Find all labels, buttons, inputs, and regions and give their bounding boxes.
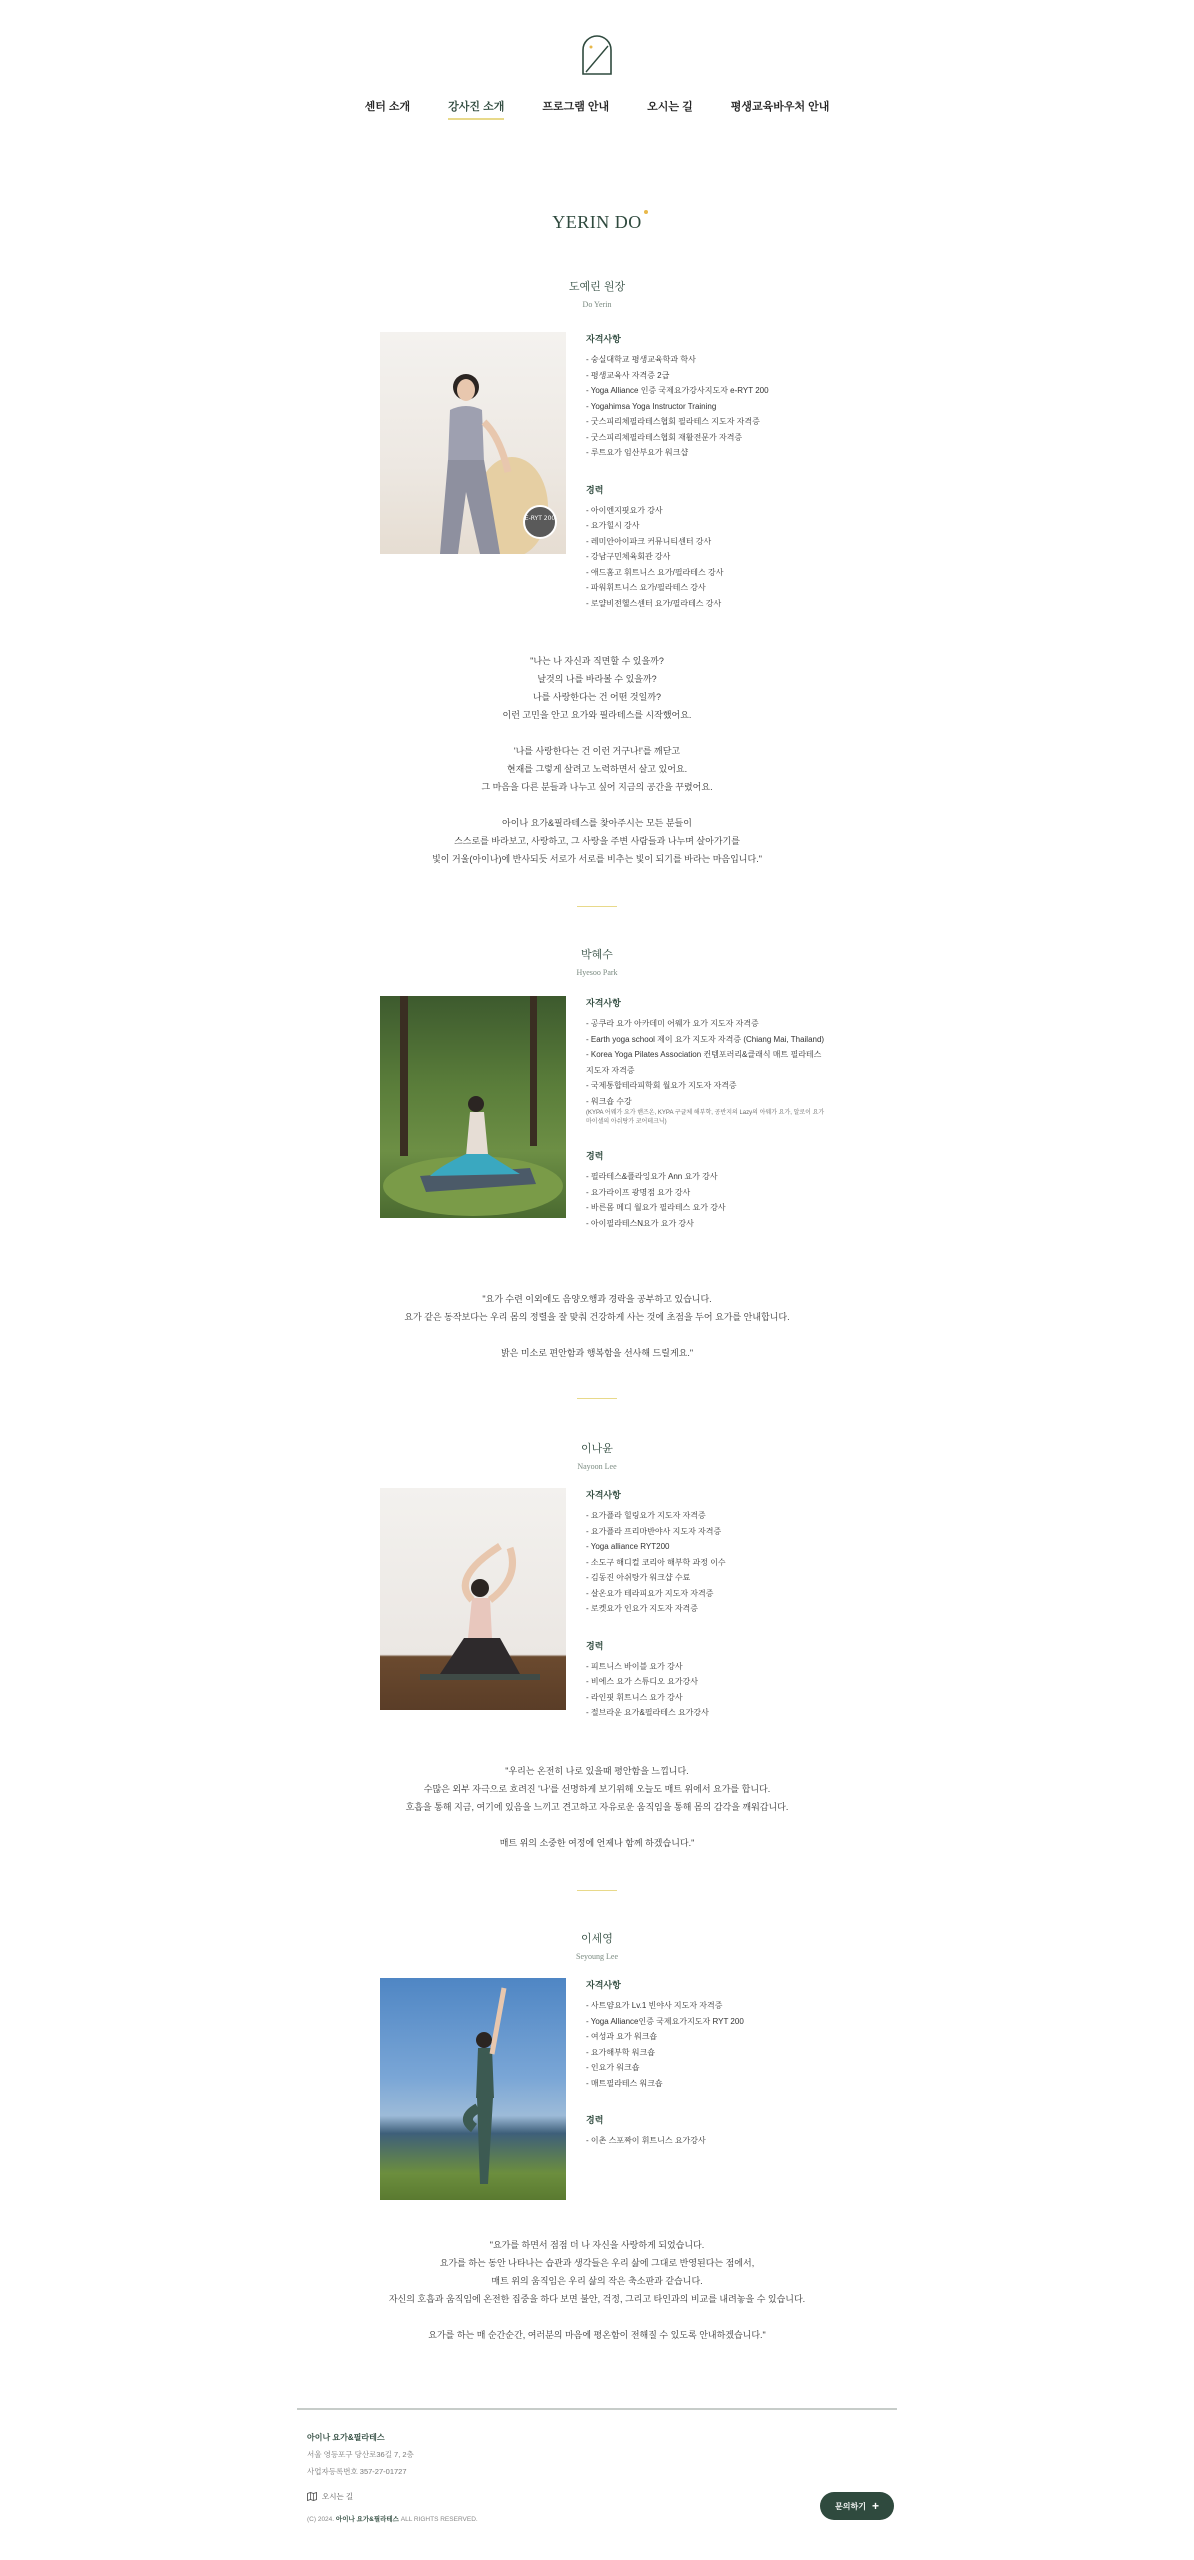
section-divider — [577, 1890, 617, 1891]
instructor-name-en: Seyoung Lee — [576, 1952, 618, 1961]
nav-instructors[interactable]: 강사진 소개 — [448, 96, 504, 120]
instructor-photo — [380, 996, 566, 1218]
career-title: 경력 — [586, 484, 604, 495]
instructor-quote: "나는 나 자신과 직면할 수 있을까? 날것의 나를 바라볼 수 있을까? 나를 사랑한다는 건 어떤 것일까? 이런 고민을 안고 요가와 필라테스를 시작했어요. '나를 사랑한다는 건 이런 거구나!'를 깨닫고 현재를 그렇게 살려고 노력하면서 살고 있어요. 그 마음을 다른 분들과 나누고 싶어 지금의 공간을 꾸렸어요. 아이나 요가&필라테스를 찾아주시는 모든 분들이 스스로를 바라보고, 사랑하고, 그 사랑을 주변 사람들과 나누며 살아가기를 빛이 거울(아이나)에 반사되듯 서로가 서로를 비추는 빛이 되기를 바라는 마음입니다." — [432, 656, 762, 864]
footer-divider — [297, 2408, 897, 2410]
list-item: - 사트얌요가 Lv.1 빈야사 지도자 자격증 — [586, 2001, 723, 2010]
list-item: - 김동진 아쉬탕가 워크샵 수료 — [586, 1573, 691, 1582]
certs-title: 자격사항 — [586, 998, 621, 1008]
instructor-name-en: Do Yerin — [582, 300, 612, 309]
list-item: - 굿스피리체필라테스협회 필라테스 지도자 자격증 — [586, 417, 760, 426]
list-item: - 요가플라 힐링요가 지도자 자격증 — [586, 1511, 706, 1520]
certs-title: 자격사항 — [586, 1980, 621, 1990]
instructor-name-en: Hyesoo Park — [576, 968, 618, 977]
list-item: - 워크숍 수강 — [586, 1096, 632, 1106]
instructor-photo-illustration — [380, 1978, 566, 2200]
certs-list — [586, 1998, 826, 2091]
footer-address: 서울 영등포구 당산로36길 7, 2층 — [307, 2450, 414, 2459]
instructor-quote: "요가를 하면서 점점 더 나 자신을 사랑하게 되었습니다. 요가를 하는 동안 나타나는 습관과 생각들은 우리 삶에 그대로 반영된다는 점에서, 매트 위의 움직임은 우리 삶의 작은 축소판과 같습니다. 자신의 호흡과 움직임에 온전한 집중을 하다 보면 불안, 걱정, 그리고 타인과의 비교를 내려놓을 수 있습니다. 요가를 하는 매 순간순간, 여러분의 마음에 평온함이 전해질 수 있도록 안내하겠습니다." — [388, 2240, 806, 2340]
career-title: 경력 — [586, 1151, 604, 1161]
list-item: - 파워휘트니스 요가/필라테스 강사 — [586, 583, 706, 592]
list-item: - 강남구민체육회관 강사 — [586, 552, 671, 561]
list-item: - Yoga alliance RYT200 — [586, 1542, 670, 1551]
plus-icon: + — [871, 2499, 879, 2513]
svg-text:E-RYT 200: E-RYT 200 — [524, 515, 556, 522]
footer-biz-no: 사업자등록번호 357-27-01727 — [307, 2467, 407, 2476]
main-nav — [0, 96, 1194, 120]
map-icon — [307, 2492, 317, 2501]
list-item: - Korea Yoga Pilates Association 컨템포러리&클래식 매트 필라테스 지도자 자격증 — [586, 1050, 822, 1075]
career-title: 경력 — [586, 2115, 604, 2125]
list-item: - 요가라이프 광명점 요가 강사 — [586, 1187, 691, 1197]
list-item: - Yoga Alliance인증 국제요가지도자 RYT 200 — [586, 2016, 744, 2026]
section-divider — [577, 906, 617, 907]
list-item: - 여성과 요가 워크숍 — [586, 2032, 658, 2041]
instructor-details — [586, 1978, 826, 2149]
instructor-details — [586, 1488, 826, 1721]
list-item: - 매트필라테스 워크숍 — [586, 2078, 663, 2088]
list-item: - Yoga Alliance 인증 국제요가강사지도자 e-RYT 200 — [586, 386, 769, 395]
instructor-photo — [380, 1488, 566, 1710]
footer-map-link[interactable] — [307, 2491, 887, 2502]
instructor-section — [0, 278, 1194, 608]
list-item: - 국제통합테라피학회 월요가 지도자 자격증 — [586, 1081, 737, 1090]
footer-brand: 아이나 요가&필라테스 — [307, 2433, 385, 2442]
list-item: - 요가힐시 강사 — [586, 521, 640, 530]
list-item: - 인요가 워크숍 — [586, 2063, 640, 2072]
instructor-quote: "우리는 온전히 나로 있을때 평안함을 느낍니다. 수많은 외부 자극으로 흐려진 '나'를 선명하게 보기위해 오늘도 매트 위에서 요가를 합니다. 호흡을 통해 지금, 여기에 있음을 느끼고 견고하고 자유로운 움직임을 통해 몸의 감각을 깨워갑니다. 매트 위의 소중한 여정에 언제나 함께 하겠습니다." — [405, 1766, 789, 1848]
instructor-photo-illustration — [380, 332, 566, 554]
list-item: - 이촌 스포짜이 휘트니스 요가강사 — [586, 2136, 706, 2145]
list-item: - 살온요가 테라피요가 지도자 자격증 — [586, 1588, 714, 1598]
site-header — [0, 0, 1194, 130]
career-list — [586, 1169, 826, 1231]
list-item: - 요가플라 프리마반야사 지도자 자격증 — [586, 1526, 722, 1536]
instructor-details — [586, 332, 826, 611]
instructor-section — [0, 1930, 1194, 2145]
nav-programs[interactable]: 프로그램 안내 — [542, 101, 610, 113]
map-label: 오시는 길 — [322, 2492, 354, 2501]
list-item: - 아이엔지핏요가 강사 — [586, 505, 663, 515]
list-item: - 아이필라테스N요가 요가 강사 — [586, 1218, 694, 1228]
instructor-photo — [380, 1978, 566, 2200]
footer-copyright: (C) 2024. 아이나 요가&필라테스 ALL RIGHTS RESERVED. — [307, 2516, 478, 2523]
instructor-name: 이세영 — [581, 1933, 613, 1945]
brand-logo-icon[interactable] — [579, 32, 615, 76]
nav-directions[interactable]: 오시는 길 — [647, 101, 693, 113]
instructor-details — [586, 996, 826, 1231]
instructor-name: 이나윤 — [581, 1443, 613, 1455]
inquiry-button[interactable] — [820, 2492, 894, 2520]
list-item: - 굿스피리체필라테스협회 재활전문가 자격증 — [586, 432, 743, 442]
list-item: - 레미안아이파크 커뮤니티센터 강사 — [586, 536, 712, 546]
list-item: - 로얄비전헬스센터 요가/필라테스 강사 — [586, 598, 722, 608]
list-item: - 피트니스 바이블 요가 강사 — [586, 1661, 683, 1671]
certs-title: 자격사항 — [586, 334, 621, 344]
list-item: - Yogahimsa Yoga Instructor Training — [586, 401, 717, 411]
instructor-name-en: Nayoon Lee — [577, 1462, 617, 1471]
list-item: - Earth yoga school 제이 요가 지도자 자격증 (Chiang Mai, Thailand) — [586, 1034, 825, 1044]
instructor-quote: "요가 수련 이외에도 음양오행과 경락을 공부하고 있습니다. 요가 같은 동작보다는 우리 몸의 정렬을 잘 맞춰 건강하게 사는 것에 초점을 두어 요가를 안내합니다. 밝은 미소로 편안함과 행복함을 선사해 드릴게요." — [404, 1294, 790, 1358]
list-item-note: (KYPA 어웨가 요가 핸즈온, KYPA 구글체 해부학, 공반지의 Lazy의 아웨가 요가, 알로이 요가 마이셀의 아쉬탕가 코어테크닉) — [586, 1110, 825, 1125]
list-item: - 요가해부학 워크숍 — [586, 2047, 655, 2057]
list-item: - 비에스 요가 스튜디오 요가강사 — [586, 1677, 699, 1686]
section-divider — [577, 1398, 617, 1399]
inquiry-label: 문의하기 — [835, 2501, 866, 2511]
career-list — [586, 1659, 826, 1721]
list-item: - 필라테스&플라잉요가 Ann 요가 강사 — [586, 1172, 718, 1181]
page-title: YERIN DO — [552, 212, 642, 232]
list-item: - 평생교육사 자격증 2급 — [586, 370, 670, 380]
career-title: 경력 — [586, 1640, 604, 1651]
career-list — [586, 2133, 826, 2149]
certs-title: 자격사항 — [586, 1490, 621, 1500]
instructor-name: 도예린 원장 — [568, 281, 626, 293]
list-item: - 로켓요가 인요가 지도자 자격증 — [586, 1604, 699, 1613]
list-item: - 루트요가 임산부요가 워크샵 — [586, 448, 689, 457]
site-footer — [307, 2432, 887, 2523]
list-item: - 숭실대학교 평생교육학과 학사 — [586, 355, 696, 364]
certs-list — [586, 1508, 826, 1617]
nav-voucher[interactable]: 평생교육바우처 안내 — [730, 101, 830, 113]
instructor-name: 박혜수 — [581, 949, 613, 961]
list-item: - 라인핏 휘트니스 요가 강사 — [586, 1692, 683, 1702]
list-item: - 애드홈고 휘트니스 요가/필라테스 강사 — [586, 567, 724, 577]
instructor-section — [0, 1440, 1194, 1717]
list-item: - 절브라운 요가&필라테스 요가강사 — [586, 1708, 709, 1717]
instructor-photo — [380, 332, 566, 554]
certs-list — [586, 352, 826, 461]
list-item: - 소도구 해디컬 코리아 해부학 과정 이수 — [586, 1557, 726, 1567]
certs-list — [586, 1016, 826, 1127]
nav-center-intro[interactable]: 센터 소개 — [364, 101, 411, 113]
instructor-photo-illustration — [380, 996, 566, 1218]
career-list — [586, 503, 826, 612]
list-item: - 바른몸 메디 월요가 필라테스 요가 강사 — [586, 1203, 726, 1212]
instructor-photo-illustration — [380, 1488, 566, 1710]
list-item: - 공쿠라 요가 아카데미 어웨가 요가 지도자 자격증 — [586, 1019, 759, 1028]
instructor-section — [0, 946, 1194, 1228]
